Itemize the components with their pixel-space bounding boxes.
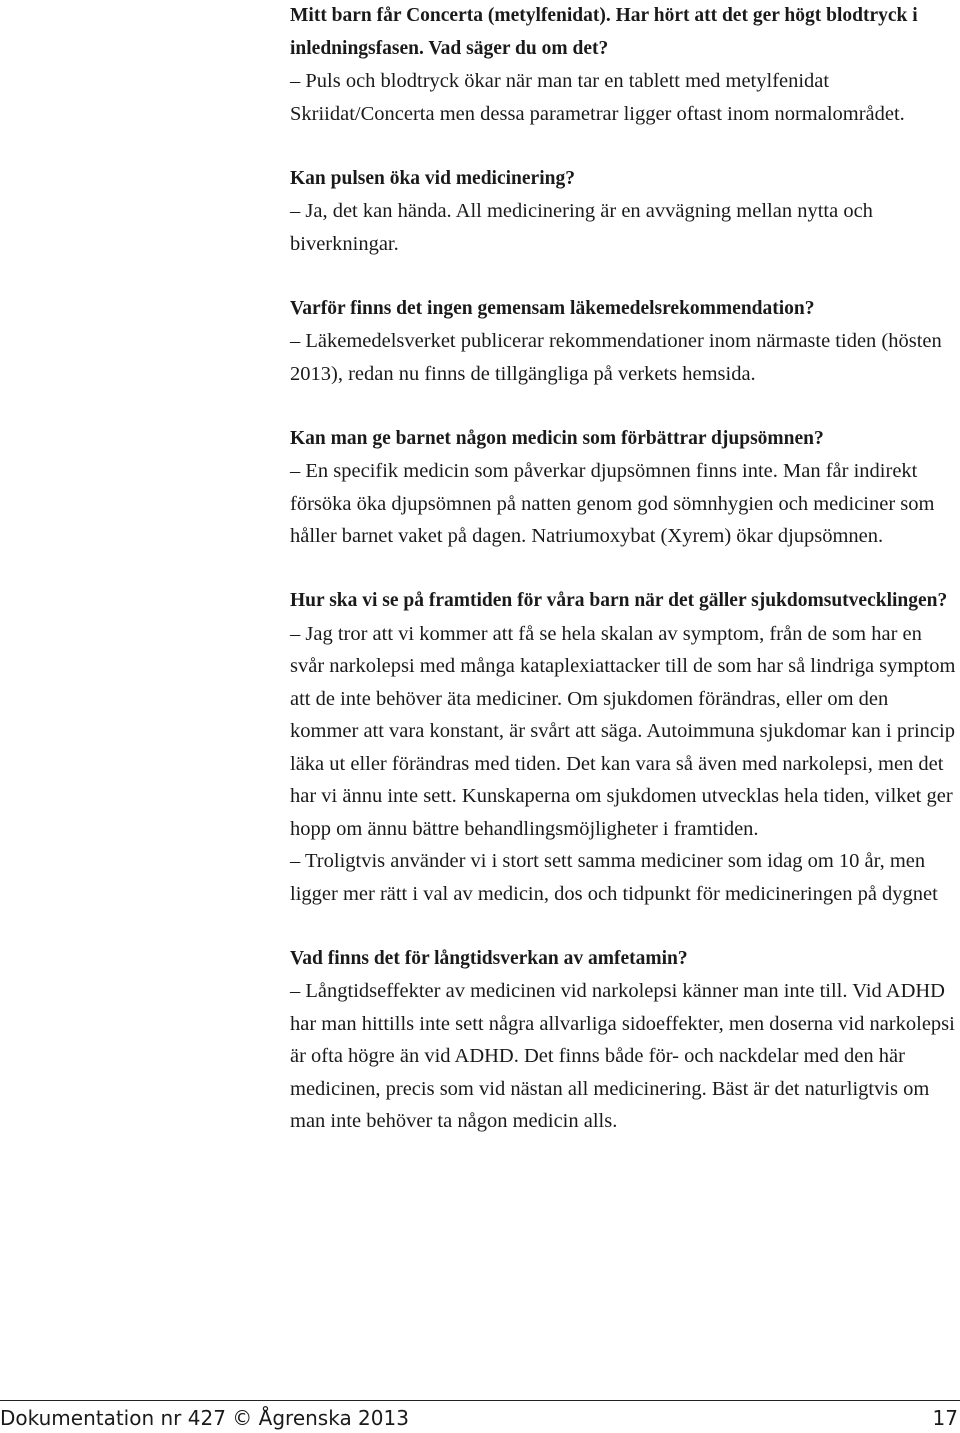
footer-publication: Dokumentation nr 427 © Ågrenska 2013 bbox=[0, 1406, 409, 1430]
document-body bbox=[290, 0, 958, 1170]
answer-paragraph: – Jag tror att vi kommer att få se hela skalan av symptom, från de som har en svår narkolepsi med många kataplexiattacker till de som har så lindriga symptom att de inte behöver äta mediciner. Om sjukdomen förändras, eller om den kommer att vara konstant, är svårt att säga. Autoimmuna sjukdomar kan i princip läka ut eller förändras med tiden. Det kan vara så även med narkolepsi, men det har vi ännu inte sett. Kunskaperna om sjukdomen utvecklas hela tiden, vilket ger hopp om ännu bättre behandlingsmöjligheter i framtiden. bbox=[290, 622, 956, 840]
qa-section bbox=[290, 163, 958, 261]
question-heading: Vad finns det för långtidsverkan av amfetamin? bbox=[290, 947, 688, 969]
qa-section bbox=[290, 293, 958, 391]
answer-paragraph: – Troligtvis använder vi i stort sett samma mediciner som idag om 10 år, men ligger mer rätt i val av medicin, dos och tidpunkt för medicineringen på dygnet bbox=[290, 850, 938, 905]
question-heading: Hur ska vi se på framtiden för våra barn när det gäller sjukdomsutvecklingen? bbox=[290, 590, 948, 611]
page-number: 17 bbox=[932, 1406, 958, 1430]
answer-paragraph: – Läkemedelsverket publicerar rekommendationer inom närmaste tiden (hösten 2013), redan nu finns de tillgängliga på verkets hemsida. bbox=[290, 330, 942, 385]
answer-paragraph: – En specifik medicin som påverkar djupsömnen finns inte. Man får indirekt försöka öka djupsömnen på natten genom god sömnhygien och mediciner som håller barnet vaket på dagen. Natriumoxybat (Xyrem) ökar djupsömnen. bbox=[290, 460, 935, 547]
answer-paragraph: – Långtidseffekter av medicinen vid narkolepsi känner man inte till. Vid ADHD har man hittills inte sett några allvarliga sidoeffekter, men doserna vid narkolepsi är ofta högre än vid ADHD. Det finns både för- och nackdelar med den här medicinen, precis som vid nästan all medicinering. Bäst är det naturligtvis om man inte behöver ta någon medicin alls. bbox=[290, 980, 955, 1132]
question-heading: Varför finns det ingen gemensam läkemedelsrekommendation? bbox=[290, 297, 815, 319]
question-heading: Mitt barn får Concerta (metylfenidat). Har hört att det ger högt blodtryck i inledningsfasen. Vad säger du om det? bbox=[290, 5, 918, 59]
qa-section bbox=[290, 423, 958, 553]
qa-section bbox=[290, 585, 958, 910]
answer-paragraph: – Ja, det kan hända. All medicinering är en avvägning mellan nytta och biverkningar. bbox=[290, 200, 873, 255]
question-heading: Kan man ge barnet någon medicin som förbättrar djupsömnen? bbox=[290, 427, 824, 449]
answer-paragraph: – Puls och blodtryck ökar när man tar en tablett med metylfenidat Skriidat/Concerta men dessa parametrar ligger oftast inom normalområdet. bbox=[290, 70, 905, 125]
qa-section bbox=[290, 0, 958, 130]
question-heading: Kan pulsen öka vid medicinering? bbox=[290, 167, 575, 189]
page-footer bbox=[0, 1400, 960, 1433]
qa-section bbox=[290, 943, 958, 1138]
